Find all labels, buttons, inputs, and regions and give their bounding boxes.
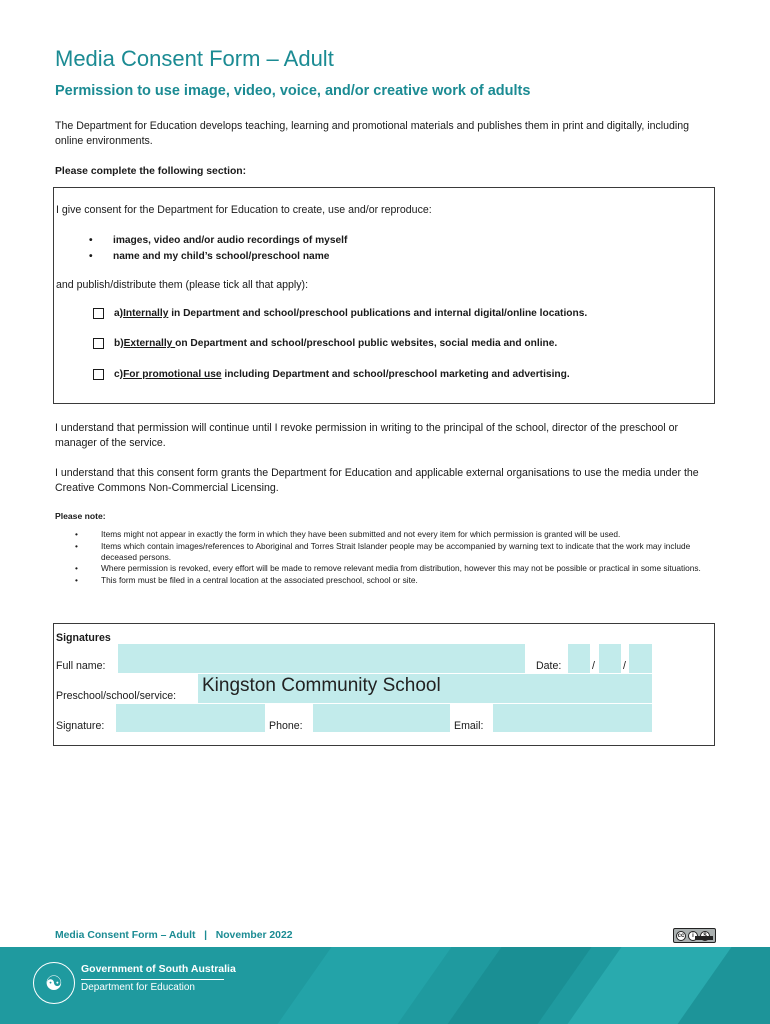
signature-label: Signature:	[56, 720, 105, 732]
option-underlined: Externally	[123, 338, 176, 349]
signatures-heading: Signatures	[56, 632, 111, 644]
externally-checkbox[interactable]	[93, 338, 104, 349]
option-underlined: For promotional use	[123, 369, 222, 380]
option-text: in Department and school/preschool publications and internal digital/online locations.	[168, 308, 588, 319]
date-separator: /	[623, 660, 626, 672]
consent-intro: I give consent for the Department for Education to create, use and/or reproduce:	[56, 204, 432, 216]
email-field[interactable]	[493, 704, 652, 732]
government-crest-icon: ☯	[33, 962, 75, 1004]
service-field[interactable]	[198, 674, 652, 703]
option-prefix: b)	[114, 338, 124, 349]
list-item: • This form must be filed in a central location at the associated preschool, school or site.	[75, 575, 715, 586]
date-year-field[interactable]	[629, 644, 652, 673]
option-prefix: c)	[114, 369, 124, 380]
page-subtitle: Permission to use image, video, voice, and/or creative work of adults	[55, 83, 531, 99]
email-label: Email:	[454, 720, 484, 732]
phone-label: Phone:	[269, 720, 303, 732]
consent-section	[53, 187, 715, 404]
date-day-field[interactable]	[568, 644, 590, 673]
signature-field[interactable]	[116, 704, 265, 732]
consent-bullets	[89, 233, 347, 264]
list-item: • Items which contain images/references to Aboriginal and Torres Strait Islander people may be accompanied by warning text to indicate that the work may include deceased persons.	[75, 541, 715, 563]
option-internally[interactable]	[93, 308, 587, 319]
option-promotional[interactable]	[93, 369, 570, 380]
service-value: Kingston Community School	[202, 675, 441, 696]
service-label: Preschool/school/service:	[56, 690, 177, 702]
phone-field[interactable]	[313, 704, 450, 732]
option-text: on Department and school/preschool public websites, social media and online.	[175, 338, 558, 349]
signatures-section	[53, 623, 715, 746]
notes-list	[75, 529, 715, 586]
date-label: Date:	[536, 660, 562, 672]
option-externally[interactable]	[93, 338, 557, 349]
page-title: Media Consent Form – Adult	[55, 46, 334, 71]
footer-label: Media Consent Form – Adult | November 2022	[55, 930, 293, 941]
option-prefix: a)	[114, 308, 124, 319]
option-text: including Department and school/preschool marketing and advertising.	[221, 369, 570, 380]
department-name: Department for Education	[81, 982, 195, 993]
date-separator: /	[592, 660, 595, 672]
government-name: Government of South Australia	[81, 963, 236, 975]
divider	[81, 979, 224, 980]
list-item: • images, video and/or audio recordings of myself	[89, 233, 347, 249]
internally-checkbox[interactable]	[93, 308, 104, 319]
complete-section-label: Please complete the following section:	[55, 166, 247, 177]
promotional-checkbox[interactable]	[93, 369, 104, 380]
option-underlined: Internally	[123, 308, 169, 319]
full-name-field[interactable]	[118, 644, 525, 673]
understand-paragraph-1: I understand that permission will continue until I revoke permission in writing to the principal of the school, director of the preschool or manager of the service.	[55, 422, 678, 449]
cc-by-nc-icon: cc i	[673, 928, 716, 943]
full-name-label: Full name:	[56, 660, 106, 672]
list-item: • name and my child’s school/preschool name	[89, 249, 347, 265]
date-month-field[interactable]	[599, 644, 621, 673]
list-item: • Items might not appear in exactly the form in which they have been submitted and not every item for which permission is granted will be used.	[75, 529, 715, 540]
list-item: • Where permission is revoked, every effort will be made to remove relevant media from distribution, however this may not be possible or practical in some situations.	[75, 563, 715, 574]
intro-paragraph: The Department for Education develops teaching, learning and promotional materials and publishes them in print and digitally, including online environments.	[55, 120, 690, 147]
understand-paragraph-2: I understand that this consent form grants the Department for Education and applicable external organisations to use the media under the Creative Commons Non-Commercial Licensing.	[55, 467, 699, 494]
note-heading: Please note:	[55, 511, 106, 521]
publish-instruction: and publish/distribute them (please tick all that apply):	[56, 279, 309, 291]
